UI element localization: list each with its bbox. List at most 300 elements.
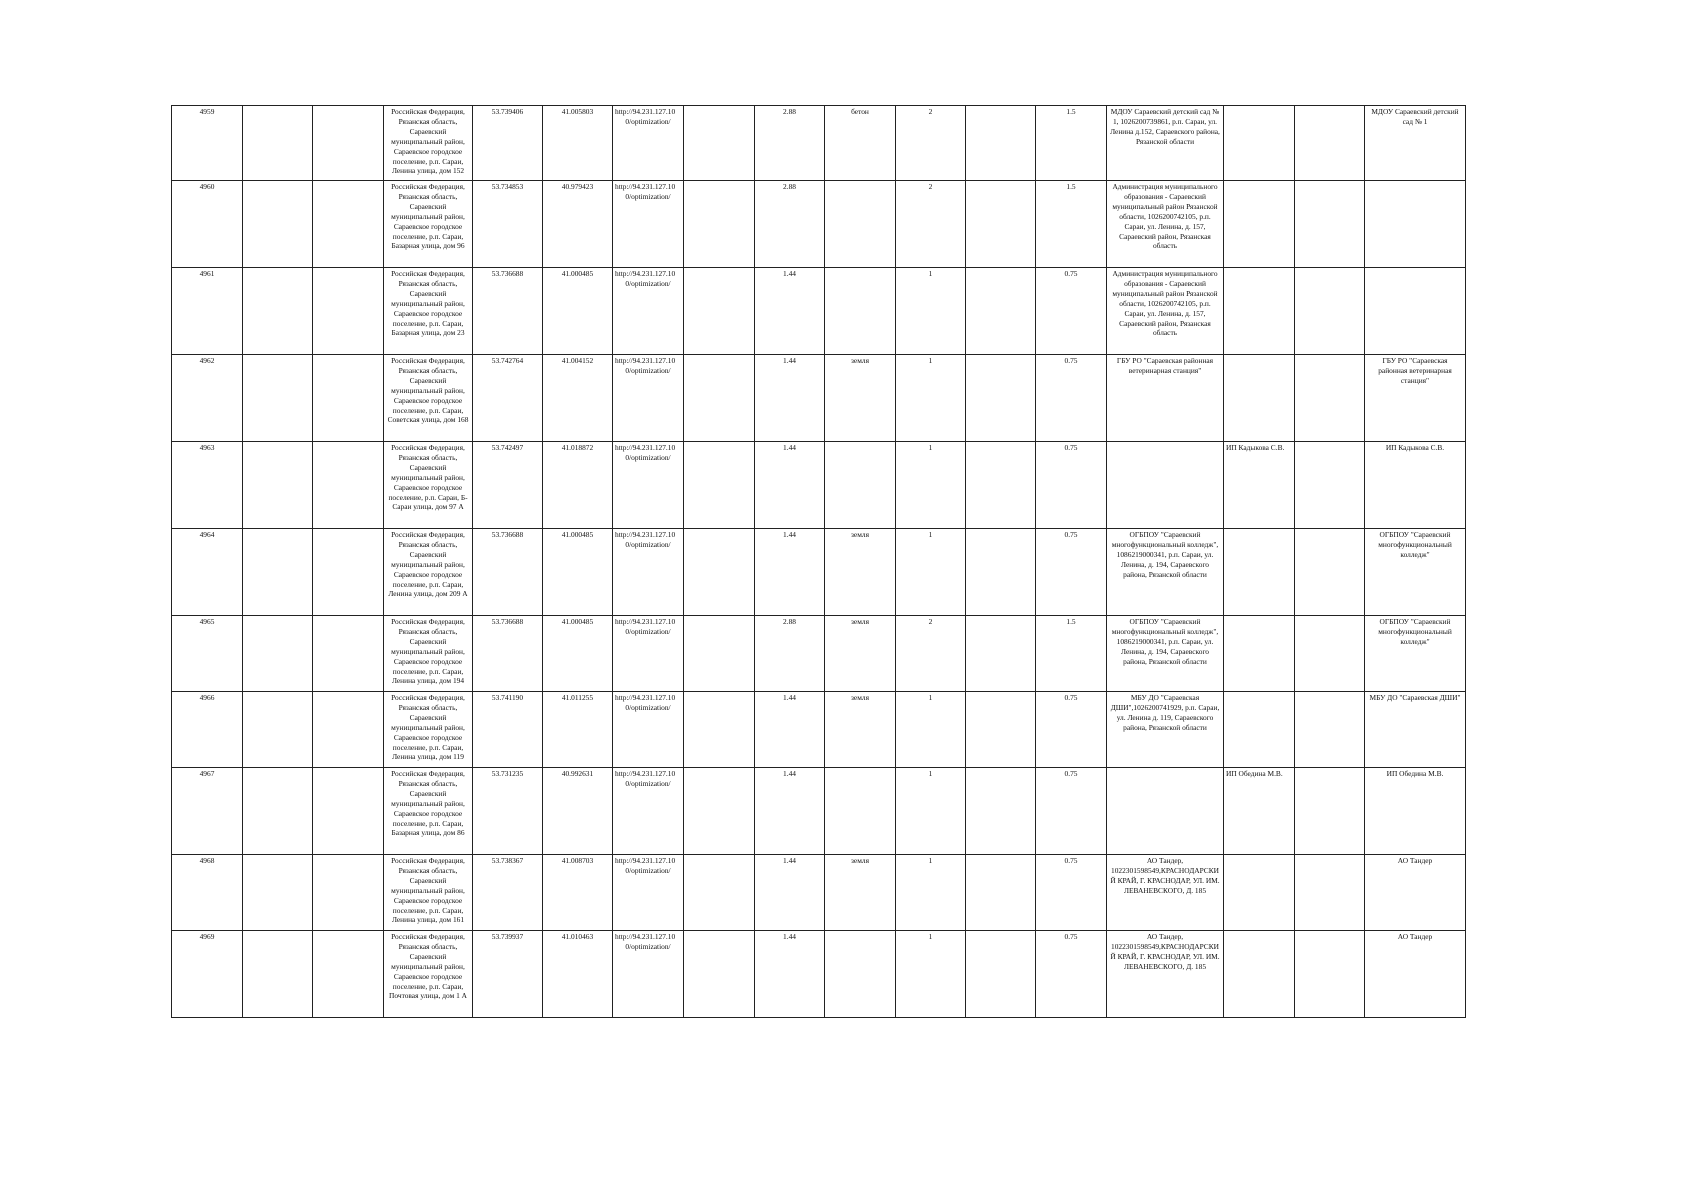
latitude-value: 53.734853: [491, 182, 524, 191]
empty-cell: [684, 268, 755, 355]
container-count-cell: [896, 355, 966, 442]
row-number: 4968: [199, 856, 215, 865]
table-row: [172, 106, 1466, 181]
empty-cell: [243, 931, 313, 1018]
url-host-text: http://94.231.127.10: [615, 269, 676, 278]
latitude-value: 53.742764: [491, 356, 524, 365]
longitude-cell: [543, 855, 613, 931]
row-number: 4967: [199, 769, 215, 778]
waste-source-cell: [1365, 529, 1466, 616]
waste-source-text: МДОУ Сараевский детский сад № 1: [1371, 107, 1459, 126]
url-cell: [613, 106, 684, 181]
waste-source-text: МБУ ДО "Сараевская ДШИ": [1369, 693, 1461, 702]
owner-text: ГБУ РО "Сараевская районная ветеринарная станция": [1116, 356, 1214, 375]
entrepreneur-text: ИП Кадыкова С.В.: [1226, 443, 1285, 452]
empty-cell: [313, 106, 384, 181]
volume-value: 0.75: [1064, 356, 1078, 365]
volume-cell: [1036, 692, 1107, 768]
longitude-value: 41.008703: [561, 856, 594, 865]
url-host-text: http://94.231.127.10: [615, 693, 676, 702]
row-number: 4963: [199, 443, 215, 452]
empty-cell: [966, 355, 1036, 442]
latitude-cell: [473, 768, 543, 855]
empty-cell: [243, 442, 313, 529]
address-text: Российская Федерация, Рязанская область, Сараевский муниципальный район, Сараевское городское поселение, р.п. Сараи, Советская улица, дом 168: [387, 356, 469, 425]
container-count-value: 1: [928, 932, 933, 941]
empty-cell: [313, 855, 384, 931]
address-text: Российская Федерация, Рязанская область, Сараевский муниципальный район, Сараевское городское поселение, р.п. Сараи, Ленина улица, дом 119: [391, 693, 465, 762]
surface-material-cell: [825, 855, 896, 931]
longitude-value: 40.979423: [561, 182, 594, 191]
empty-cell: [243, 529, 313, 616]
owner-cell: [1107, 268, 1224, 355]
table-row: [172, 616, 1466, 692]
volume-value: 1.5: [1066, 107, 1076, 116]
row-number-cell: [172, 355, 243, 442]
waste-source-cell: [1365, 616, 1466, 692]
empty-cell: [684, 931, 755, 1018]
volume-cell: [1036, 106, 1107, 181]
container-count-cell: [896, 181, 966, 268]
container-count-cell: [896, 106, 966, 181]
empty-cell: [966, 529, 1036, 616]
longitude-cell: [543, 355, 613, 442]
container-count-value: 1: [928, 356, 933, 365]
longitude-value: 41.018872: [561, 443, 594, 452]
address-cell: [384, 855, 473, 931]
owner-cell: [1107, 442, 1224, 529]
latitude-value: 53.738367: [491, 856, 524, 865]
row-number-cell: [172, 268, 243, 355]
owner-cell: [1107, 768, 1224, 855]
longitude-value: 41.004152: [561, 356, 594, 365]
empty-cell: [313, 692, 384, 768]
surface-material-cell: [825, 355, 896, 442]
url-cell: [613, 855, 684, 931]
empty-cell: [313, 355, 384, 442]
latitude-cell: [473, 529, 543, 616]
surface-material-cell: [825, 768, 896, 855]
empty-cell: [1295, 529, 1365, 616]
area-cell: [755, 768, 825, 855]
area-cell: [755, 931, 825, 1018]
waste-source-cell: [1365, 692, 1466, 768]
address-cell: [384, 768, 473, 855]
url-host-text: http://94.231.127.10: [615, 356, 676, 365]
area-cell: [755, 529, 825, 616]
container-count-value: 2: [928, 182, 933, 191]
entrepreneur-cell: [1224, 442, 1295, 529]
address-text: Российская Федерация, Рязанская область, Сараевский муниципальный район, Сараевское городское поселение, р.п. Сараи, Ленина улица, дом 209 А: [388, 530, 468, 599]
url-cell: [613, 616, 684, 692]
table-row: [172, 931, 1466, 1018]
row-number: 4965: [199, 617, 215, 626]
address-text: Российская Федерация, Рязанская область, Сараевский муниципальный район, Сараевское городское поселение, р.п. Сараи, Базарная улица, дом 96: [391, 182, 465, 251]
surface-material-value: земля: [851, 530, 869, 539]
area-value: 1.44: [783, 856, 796, 865]
container-count-value: 1: [928, 530, 933, 539]
registry-table: [171, 105, 1466, 1018]
entrepreneur-cell: [1224, 181, 1295, 268]
longitude-value: 41.005803: [561, 107, 594, 116]
waste-source-cell: [1365, 768, 1466, 855]
waste-source-text: ИП Кадыкова С.В.: [1385, 443, 1445, 452]
url-cell: [613, 529, 684, 616]
owner-text: ОГБПОУ "Сараевский многофункциональный колледж", 1086219000341, р.п. Сараи, ул. Ленина, д. 194, Сараевского района, Рязанской области: [1111, 617, 1219, 666]
longitude-cell: [543, 616, 613, 692]
entrepreneur-cell: [1224, 529, 1295, 616]
entrepreneur-cell: [1224, 106, 1295, 181]
empty-cell: [243, 768, 313, 855]
waste-source-text: АО Тандер: [1397, 856, 1433, 865]
waste-source-cell: [1365, 442, 1466, 529]
longitude-cell: [543, 106, 613, 181]
row-number-cell: [172, 181, 243, 268]
address-text: Российская Федерация, Рязанская область, Сараевский муниципальный район, Сараевское городское поселение, р.п. Сараи, Ленина улица, дом 194: [391, 617, 465, 686]
waste-source-cell: [1365, 855, 1466, 931]
row-number-cell: [172, 692, 243, 768]
table-row: [172, 529, 1466, 616]
longitude-cell: [543, 268, 613, 355]
owner-text: ОГБПОУ "Сараевский многофункциональный колледж", 1086219000341, р.п. Сараи, ул. Ленина, д. 194, Сараевского района, Рязанской области: [1111, 530, 1219, 579]
area-value: 1.44: [783, 269, 796, 278]
url-path-text: 0/optimization/: [625, 702, 671, 712]
area-cell: [755, 268, 825, 355]
row-number: 4964: [199, 530, 215, 539]
volume-value: 0.75: [1064, 530, 1078, 539]
latitude-cell: [473, 931, 543, 1018]
volume-cell: [1036, 181, 1107, 268]
waste-source-cell: [1365, 181, 1466, 268]
volume-cell: [1036, 529, 1107, 616]
volume-value: 0.75: [1064, 269, 1078, 278]
volume-value: 1.5: [1066, 617, 1076, 626]
empty-cell: [1295, 442, 1365, 529]
url-host-text: http://94.231.127.10: [615, 932, 676, 941]
empty-cell: [966, 106, 1036, 181]
area-value: 2.88: [783, 182, 796, 191]
empty-cell: [313, 529, 384, 616]
area-value: 1.44: [783, 769, 796, 778]
empty-cell: [966, 442, 1036, 529]
row-number-cell: [172, 768, 243, 855]
url-cell: [613, 268, 684, 355]
empty-cell: [1295, 106, 1365, 181]
empty-cell: [684, 768, 755, 855]
surface-material-cell: [825, 442, 896, 529]
latitude-cell: [473, 855, 543, 931]
container-count-cell: [896, 931, 966, 1018]
row-number: 4969: [199, 932, 215, 941]
owner-text: МБУ ДО "Сараевская ДШИ",1026200741929, р.п. Сараи, ул. Ленина д. 119, Сараевского района, Рязанской области: [1110, 693, 1220, 732]
owner-text: Администрация муниципального образования - Сараевский муниципальный район Рязанской области, 1026200742105, р.п. Сараи, ул. Ленина, д. 157, Сараевский район, Рязанская область: [1112, 182, 1218, 251]
area-value: 1.44: [783, 530, 796, 539]
owner-cell: [1107, 931, 1224, 1018]
waste-source-text: ОГБПОУ "Сараевский многофункциональный колледж": [1378, 530, 1452, 559]
container-count-cell: [896, 692, 966, 768]
empty-cell: [313, 931, 384, 1018]
empty-cell: [243, 268, 313, 355]
empty-cell: [966, 931, 1036, 1018]
empty-cell: [243, 616, 313, 692]
area-cell: [755, 442, 825, 529]
url-path-text: 0/optimization/: [625, 116, 671, 126]
empty-cell: [243, 106, 313, 181]
longitude-cell: [543, 181, 613, 268]
latitude-value: 53.741190: [491, 693, 524, 702]
entrepreneur-cell: [1224, 692, 1295, 768]
area-cell: [755, 355, 825, 442]
url-host-text: http://94.231.127.10: [615, 530, 676, 539]
latitude-value: 53.736688: [491, 530, 524, 539]
row-number-cell: [172, 616, 243, 692]
longitude-value: 41.000485: [561, 617, 594, 626]
volume-cell: [1036, 616, 1107, 692]
volume-cell: [1036, 442, 1107, 529]
container-count-cell: [896, 442, 966, 529]
surface-material-cell: [825, 268, 896, 355]
table-row: [172, 855, 1466, 931]
row-number-cell: [172, 442, 243, 529]
url-host-text: http://94.231.127.10: [615, 769, 676, 778]
container-count-value: 1: [928, 269, 933, 278]
longitude-value: 40.992631: [561, 769, 594, 778]
row-number: 4960: [199, 182, 215, 191]
volume-cell: [1036, 855, 1107, 931]
area-value: 1.44: [783, 932, 796, 941]
longitude-value: 41.000485: [561, 530, 594, 539]
longitude-cell: [543, 442, 613, 529]
table-row: [172, 442, 1466, 529]
volume-cell: [1036, 768, 1107, 855]
address-cell: [384, 529, 473, 616]
entrepreneur-text: ИП Обедина М.В.: [1226, 769, 1283, 778]
table-row: [172, 692, 1466, 768]
row-number-cell: [172, 529, 243, 616]
address-text: Российская Федерация, Рязанская область, Сараевский муниципальный район, Сараевское городское поселение, р.п. Сараи, Почтовая улица, дом 1 А: [389, 932, 467, 1001]
longitude-cell: [543, 692, 613, 768]
container-count-value: 2: [928, 107, 933, 116]
address-cell: [384, 442, 473, 529]
table-row: [172, 768, 1466, 855]
url-path-text: 0/optimization/: [625, 191, 671, 201]
surface-material-value: земля: [851, 617, 869, 626]
waste-source-cell: [1365, 355, 1466, 442]
address-text: Российская Федерация, Рязанская область, Сараевский муниципальный район, Сараевское городское поселение, р.п. Сараи, Ленина улица, дом 161: [391, 856, 465, 925]
volume-value: 0.75: [1064, 693, 1078, 702]
url-cell: [613, 692, 684, 768]
waste-source-text: ОГБПОУ "Сараевский многофункциональный колледж": [1378, 617, 1452, 646]
owner-cell: [1107, 106, 1224, 181]
entrepreneur-cell: [1224, 616, 1295, 692]
volume-value: 0.75: [1064, 856, 1078, 865]
empty-cell: [684, 181, 755, 268]
latitude-cell: [473, 106, 543, 181]
url-cell: [613, 442, 684, 529]
address-cell: [384, 355, 473, 442]
container-count-value: 1: [928, 769, 933, 778]
container-count-cell: [896, 268, 966, 355]
empty-cell: [684, 442, 755, 529]
empty-cell: [966, 616, 1036, 692]
latitude-cell: [473, 442, 543, 529]
empty-cell: [684, 355, 755, 442]
entrepreneur-cell: [1224, 355, 1295, 442]
empty-cell: [684, 616, 755, 692]
empty-cell: [243, 692, 313, 768]
latitude-cell: [473, 692, 543, 768]
address-cell: [384, 181, 473, 268]
registry-table-body: [172, 106, 1466, 1018]
owner-cell: [1107, 529, 1224, 616]
empty-cell: [1295, 616, 1365, 692]
latitude-value: 53.731235: [491, 769, 524, 778]
empty-cell: [966, 768, 1036, 855]
empty-cell: [1295, 181, 1365, 268]
latitude-value: 53.739406: [491, 107, 524, 116]
owner-cell: [1107, 355, 1224, 442]
empty-cell: [313, 768, 384, 855]
entrepreneur-cell: [1224, 931, 1295, 1018]
url-path-text: 0/optimization/: [625, 539, 671, 549]
entrepreneur-cell: [1224, 768, 1295, 855]
empty-cell: [684, 692, 755, 768]
row-number-cell: [172, 855, 243, 931]
empty-cell: [966, 855, 1036, 931]
address-text: Российская Федерация, Рязанская область, Сараевский муниципальный район, Сараевское городское поселение, р.п. Сараи, Базарная улица, дом 86: [391, 769, 465, 838]
container-count-value: 1: [928, 443, 933, 452]
owner-cell: [1107, 855, 1224, 931]
address-cell: [384, 692, 473, 768]
empty-cell: [1295, 268, 1365, 355]
url-path-text: 0/optimization/: [625, 778, 671, 788]
container-count-cell: [896, 768, 966, 855]
surface-material-value: бетон: [851, 107, 869, 116]
url-path-text: 0/optimization/: [625, 365, 671, 375]
container-count-cell: [896, 855, 966, 931]
volume-cell: [1036, 268, 1107, 355]
area-value: 2.88: [783, 617, 796, 626]
owner-text: АО Тандер, 1022301598549,КРАСНОДАРСКИЙ КРАЙ, Г. КРАСНОДАР, УЛ. ИМ. ЛЕВАНЕВСКОГО, Д. 185: [1110, 856, 1220, 895]
area-value: 1.44: [783, 693, 796, 702]
latitude-value: 53.742497: [491, 443, 524, 452]
volume-value: 0.75: [1064, 932, 1078, 941]
latitude-cell: [473, 616, 543, 692]
longitude-cell: [543, 529, 613, 616]
entrepreneur-cell: [1224, 268, 1295, 355]
waste-source-cell: [1365, 106, 1466, 181]
volume-value: 1.5: [1066, 182, 1076, 191]
row-number: 4959: [199, 107, 215, 116]
row-number-cell: [172, 106, 243, 181]
row-number: 4966: [199, 693, 215, 702]
waste-source-cell: [1365, 268, 1466, 355]
owner-cell: [1107, 692, 1224, 768]
surface-material-cell: [825, 616, 896, 692]
empty-cell: [1295, 931, 1365, 1018]
container-count-value: 1: [928, 856, 933, 865]
longitude-cell: [543, 768, 613, 855]
owner-cell: [1107, 616, 1224, 692]
url-path-text: 0/optimization/: [625, 941, 671, 951]
volume-cell: [1036, 931, 1107, 1018]
empty-cell: [966, 268, 1036, 355]
address-text: Российская Федерация, Рязанская область, Сараевский муниципальный район, Сараевское городское поселение, р.п. Сараи, Б-Сараи улица, дом 97 А: [388, 443, 468, 512]
url-path-text: 0/optimization/: [625, 626, 671, 636]
empty-cell: [1295, 855, 1365, 931]
url-path-text: 0/optimization/: [625, 278, 671, 288]
latitude-value: 53.739937: [491, 932, 524, 941]
longitude-value: 41.011255: [561, 693, 594, 702]
area-cell: [755, 616, 825, 692]
address-cell: [384, 931, 473, 1018]
surface-material-value: земля: [851, 356, 869, 365]
surface-material-cell: [825, 106, 896, 181]
address-cell: [384, 268, 473, 355]
table-row: [172, 268, 1466, 355]
empty-cell: [684, 529, 755, 616]
empty-cell: [1295, 692, 1365, 768]
empty-cell: [313, 442, 384, 529]
empty-cell: [684, 106, 755, 181]
longitude-value: 41.000485: [561, 269, 594, 278]
url-path-text: 0/optimization/: [625, 452, 671, 462]
owner-text: АО Тандер, 1022301598549,КРАСНОДАРСКИЙ КРАЙ, Г. КРАСНОДАР, УЛ. ИМ. ЛЕВАНЕВСКОГО, Д. 185: [1110, 932, 1220, 971]
url-cell: [613, 355, 684, 442]
area-value: 2.88: [783, 107, 796, 116]
address-text: Российская Федерация, Рязанская область, Сараевский муниципальный район, Сараевское городское поселение, р.п. Сараи, Ленина улица, дом 152: [391, 107, 465, 176]
waste-source-text: АО Тандер: [1397, 932, 1433, 941]
empty-cell: [243, 855, 313, 931]
volume-value: 0.75: [1064, 443, 1078, 452]
area-cell: [755, 106, 825, 181]
surface-material-cell: [825, 692, 896, 768]
address-cell: [384, 106, 473, 181]
url-cell: [613, 931, 684, 1018]
url-host-text: http://94.231.127.10: [615, 107, 676, 116]
url-host-text: http://94.231.127.10: [615, 182, 676, 191]
row-number-cell: [172, 931, 243, 1018]
longitude-value: 41.010463: [561, 932, 594, 941]
table-row: [172, 181, 1466, 268]
url-host-text: http://94.231.127.10: [615, 617, 676, 626]
empty-cell: [966, 181, 1036, 268]
area-value: 1.44: [783, 443, 796, 452]
url-path-text: 0/optimization/: [625, 865, 671, 875]
address-text: Российская Федерация, Рязанская область, Сараевский муниципальный район, Сараевское городское поселение, р.п. Сараи, Базарная улица, дом 23: [391, 269, 465, 338]
owner-cell: [1107, 181, 1224, 268]
owner-text: МДОУ Сараевский детский сад № 1, 1026200739861, р.п. Сараи, ул. Ленина д.152, Сараевского района, Рязанской области: [1110, 107, 1220, 146]
waste-source-cell: [1365, 931, 1466, 1018]
row-number: 4961: [199, 269, 215, 278]
area-cell: [755, 181, 825, 268]
longitude-cell: [543, 931, 613, 1018]
owner-text: Администрация муниципального образования - Сараевский муниципальный район Рязанской области, 1026200742105, р.п. Сараи, ул. Ленина, д. 157, Сараевский район, Рязанская область: [1112, 269, 1218, 338]
empty-cell: [243, 181, 313, 268]
surface-material-value: земля: [851, 856, 869, 865]
url-cell: [613, 768, 684, 855]
surface-material-cell: [825, 181, 896, 268]
empty-cell: [684, 855, 755, 931]
area-cell: [755, 855, 825, 931]
surface-material-value: земля: [851, 693, 869, 702]
empty-cell: [966, 692, 1036, 768]
latitude-cell: [473, 268, 543, 355]
waste-source-text: ИП Обедина М.В.: [1386, 769, 1444, 778]
volume-value: 0.75: [1064, 769, 1078, 778]
empty-cell: [313, 268, 384, 355]
url-host-text: http://94.231.127.10: [615, 856, 676, 865]
